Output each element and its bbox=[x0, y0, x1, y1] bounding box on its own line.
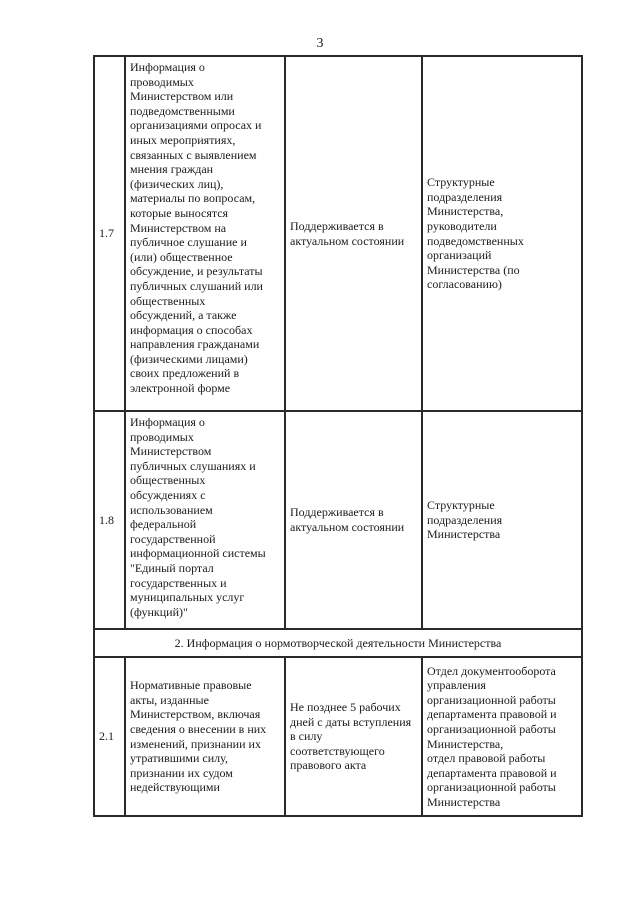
row-description-text: Информация о проводимых Министерством публичных слушаниях и общественных обсуждениях с использованием федеральной государственной информационной системы "Единый портал государственных и муниципальных услуг (функций)" bbox=[130, 415, 266, 619]
row-responsible bbox=[422, 56, 582, 411]
row-deadline-text: Не позднее 5 рабочих дней с даты вступления в силу соответствующего правового акта bbox=[290, 700, 412, 773]
row-number: 1.8 bbox=[94, 411, 125, 629]
row-description-text: Нормативные правовые акты, изданные Министерством, включая сведения о внесении в них изменений, признании их утратившими силу, признании их судом недействующими bbox=[130, 678, 267, 795]
document-table bbox=[93, 55, 583, 817]
row-deadline bbox=[285, 657, 422, 816]
row-responsible bbox=[422, 657, 582, 816]
page-number: 3 bbox=[316, 36, 324, 51]
row-deadline-text: Поддерживается в актуальном состоянии bbox=[290, 218, 405, 248]
row-description bbox=[125, 657, 285, 816]
row-responsible bbox=[422, 411, 582, 629]
section-heading-row bbox=[94, 629, 582, 657]
row-responsible-text: Структурные подразделения Министерства, руководители подведомственных организаций Министерства (по согласованию) bbox=[427, 175, 524, 292]
table-row bbox=[94, 56, 582, 411]
row-deadline-text: Поддерживается в актуальном состоянии bbox=[290, 505, 405, 534]
section-heading: 2. Информация о нормотворческой деятельности Министерства bbox=[94, 629, 582, 657]
table-row bbox=[94, 411, 582, 629]
row-number: 1.7 bbox=[94, 56, 125, 411]
row-description bbox=[125, 56, 285, 411]
row-number: 2.1 bbox=[94, 657, 125, 816]
row-responsible-text: Отдел документооборота управления организационной работы департамента правовой и организационной работы Министерства, отдел правовой работы департамента правовой и организационной работы Министерства bbox=[427, 663, 557, 809]
row-description-text: Информация о проводимых Министерством или подведомственными организациями опросах и иных мероприятиях, связанных с выявлением мнения граждан (физических лиц), материалы по вопросам, которые выносятся Министерством на публичное слушание и (или) общественное обсуждение, и результаты публичных слушаний или общественных обсуждений, а также информация о способах направления гражданами (физическими лицами) своих предложений в электронной форме bbox=[130, 60, 263, 396]
row-description bbox=[125, 411, 285, 629]
row-responsible-text: Структурные подразделения Министерства bbox=[427, 498, 503, 542]
row-deadline bbox=[285, 411, 422, 629]
table-row bbox=[94, 657, 582, 816]
row-deadline bbox=[285, 56, 422, 411]
